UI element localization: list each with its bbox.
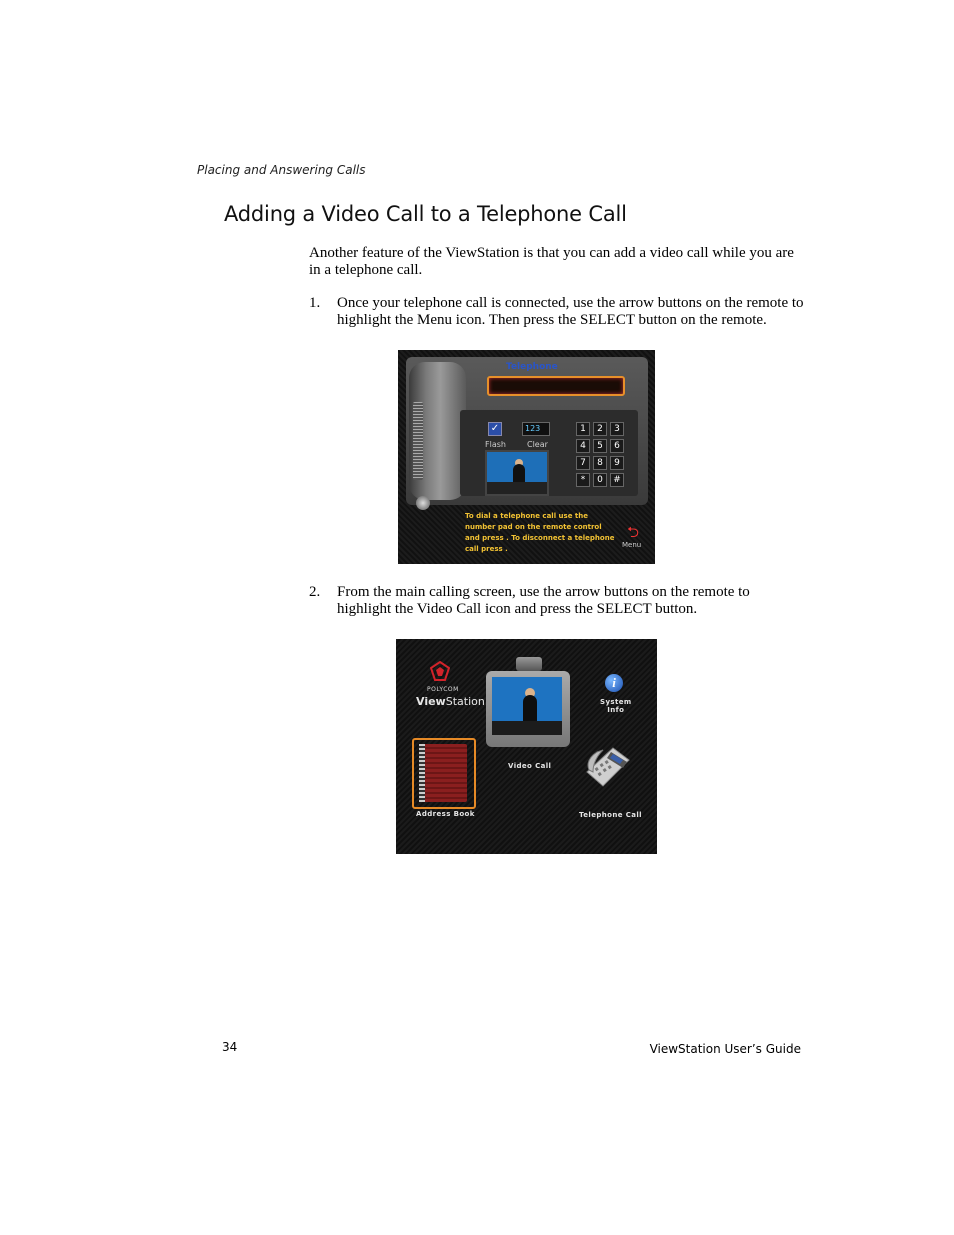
step-number: 2.: [309, 584, 321, 600]
flash-label: Flash: [485, 440, 506, 449]
menu-back-arrow-icon[interactable]: ⮌: [626, 523, 639, 541]
clear-button[interactable]: 123: [522, 422, 550, 436]
key-7[interactable]: 7: [576, 456, 590, 470]
brand-name: POLYCOM: [427, 686, 459, 693]
number-keypad: [576, 422, 624, 487]
address-book-icon: [419, 744, 467, 802]
camera-icon: [516, 657, 542, 671]
product-name: ViewStation: [416, 695, 485, 708]
video-preview: [485, 450, 549, 496]
telephone-title: Telephone: [506, 362, 558, 372]
book-spine: [419, 744, 425, 802]
page-number: 34: [222, 1040, 238, 1054]
tv-screen: [492, 677, 562, 735]
section-title: Adding a Video Call to a Telephone Call: [224, 202, 627, 226]
video-call-label: Video Call: [508, 762, 552, 770]
step-number: 1.: [309, 295, 321, 311]
step-text: From the main calling screen, use the arrow buttons on the remote to highlight the Video Call icon and press the SELECT button.: [337, 584, 750, 617]
key-6[interactable]: 6: [610, 439, 624, 453]
system-info-icon[interactable]: i: [605, 674, 623, 692]
system-info-label: System Info: [600, 698, 632, 714]
key-3[interactable]: 3: [610, 422, 624, 436]
menu-label: Menu: [622, 541, 642, 549]
person-body: [523, 695, 537, 721]
telephone-call-label: Telephone Call: [579, 811, 642, 819]
address-book-label: Address Book: [416, 810, 475, 818]
polycom-logo-icon: [430, 661, 450, 681]
main-calling-screen-screenshot: [396, 639, 657, 854]
intro-paragraph: Another feature of the ViewStation is that you can add a video call while you are in a telephone call.: [309, 245, 794, 278]
flash-check-icon[interactable]: ✓: [488, 422, 502, 436]
guide-title: ViewStation User’s Guide: [649, 1042, 801, 1056]
key-0[interactable]: 0: [593, 473, 607, 487]
key-hash[interactable]: #: [610, 473, 624, 487]
clear-label: Clear: [527, 440, 548, 449]
handset-icon: [409, 362, 466, 500]
key-2[interactable]: 2: [593, 422, 607, 436]
running-header: Placing and Answering Calls: [197, 163, 366, 177]
key-4[interactable]: 4: [576, 439, 590, 453]
dial-instructions: To dial a telephone call use the number pad on the remote control and press . To disconnect a telephone call press .: [465, 512, 615, 553]
step-text: Once your telephone call is connected, use the arrow buttons on the remote to highlight the Menu icon. Then press the SELECT button on the remote.: [337, 295, 804, 328]
key-8[interactable]: 8: [593, 456, 607, 470]
handset-grill: [413, 402, 423, 480]
key-5[interactable]: 5: [593, 439, 607, 453]
key-star[interactable]: *: [576, 473, 590, 487]
dial-field[interactable]: [487, 376, 625, 396]
key-1[interactable]: 1: [576, 422, 590, 436]
telephone-icon[interactable]: [583, 742, 633, 792]
desk: [487, 482, 547, 494]
key-9[interactable]: 9: [610, 456, 624, 470]
telephone-screen-screenshot: [398, 350, 655, 564]
knob-icon: [416, 496, 430, 510]
desk: [492, 721, 562, 735]
